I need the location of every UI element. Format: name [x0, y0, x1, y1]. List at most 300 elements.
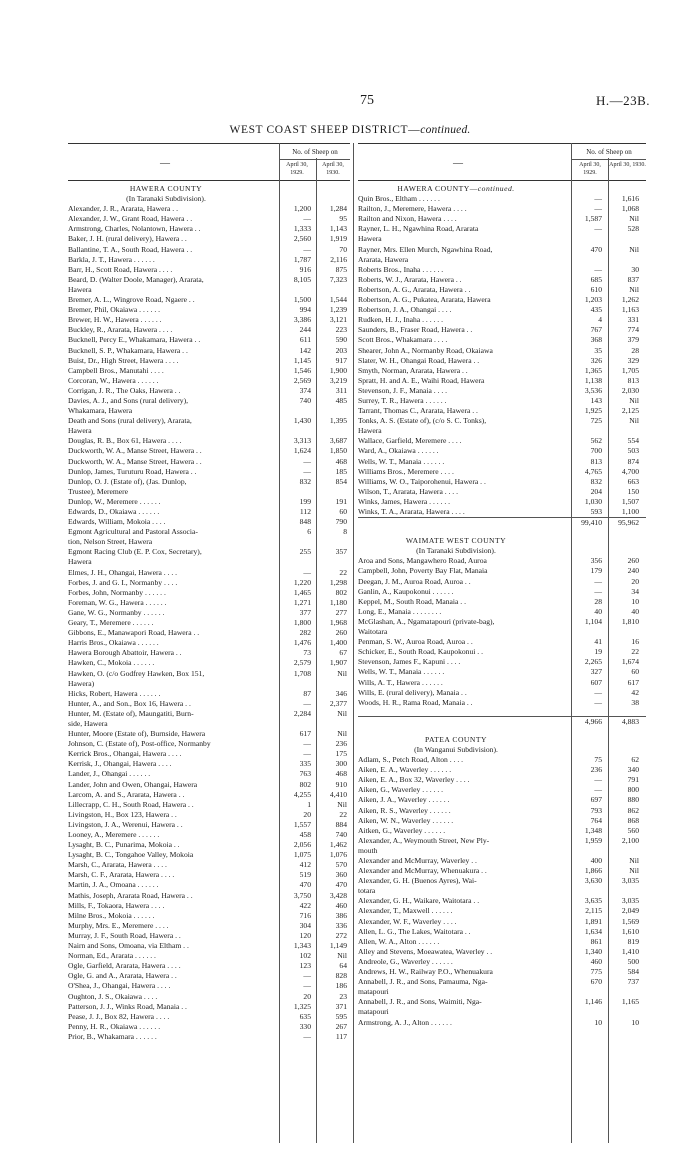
table-row — [68, 467, 350, 477]
table-row — [68, 850, 350, 860]
table-row — [68, 759, 350, 769]
count-1930: 862 — [627, 805, 639, 815]
table-row — [358, 305, 646, 315]
owner-name: Aiken, E. A., Waverley . . . . . . — [358, 765, 452, 775]
owner-name: Aiken, E. A., Box 32, Waverley . . . . — [358, 775, 470, 785]
table-row — [358, 487, 646, 497]
owner-name: Waitotara — [358, 627, 388, 637]
table-row — [358, 785, 646, 795]
owner-name: Edwards, William, Mokoia . . . . — [68, 517, 166, 527]
owner-name: Barkla, J. T., Hawera . . . . . . — [68, 254, 155, 264]
count-1930: 813 — [627, 375, 639, 385]
total-row — [358, 716, 646, 727]
count-1930: 875 — [335, 264, 347, 274]
col-1930-header: April 30, 1930. — [322, 162, 344, 176]
table-row — [68, 961, 350, 971]
count-1929: 377 — [299, 607, 311, 617]
owner-name: Dunlop, O. J. (Estate of), (Jas. Dunlop, — [68, 476, 187, 486]
count-1930: 236 — [335, 739, 347, 749]
count-1929: 607 — [590, 677, 602, 687]
owner-name: Trustee), Meremere — [68, 486, 129, 496]
owner-name: Roberts Bros., Inaha . . . . . . — [358, 264, 444, 274]
owner-name: Alexander, W. F., Waverley . . . . — [358, 916, 457, 926]
count-1929: — — [594, 586, 602, 596]
owner-name: Rayner, L. H., Ngawhina Road, Ararata — [358, 224, 479, 234]
table-row — [68, 618, 350, 628]
count-1929: 356 — [590, 556, 602, 566]
count-1929: 4,255 — [293, 789, 311, 799]
count-1929: — — [303, 244, 311, 254]
owner-name: Hawken, C., Mokoia . . . . . . — [68, 658, 155, 668]
count-1930: 331 — [627, 315, 639, 325]
count-1930: 23 — [339, 991, 347, 1001]
count-1929: 1,138 — [584, 375, 602, 385]
table-row — [68, 204, 350, 214]
count-1930: 40 — [631, 606, 639, 616]
table-row — [68, 214, 350, 224]
count-1930: 1,143 — [329, 224, 347, 234]
owner-name: Murray, J. F., South Road, Hawera . . — [68, 930, 181, 940]
count-1929: 1,787 — [293, 254, 311, 264]
table-row — [358, 577, 646, 587]
count-1929: 335 — [299, 759, 311, 769]
count-1929: 725 — [590, 416, 602, 426]
count-1930: Nil — [629, 244, 639, 254]
owner-name: Allen, L. G., The Lakes, Waitotara . . — [358, 926, 471, 936]
owner-name: Livingston, H., Box 123, Hawera . . — [68, 809, 177, 819]
count-1930: 485 — [335, 395, 347, 405]
count-1929: 916 — [299, 264, 311, 274]
count-1929: — — [303, 971, 311, 981]
count-1930: Nil — [337, 951, 347, 961]
table-row — [68, 1002, 350, 1012]
count-1930: 1,919 — [329, 234, 347, 244]
spacer — [358, 528, 646, 536]
table-row — [68, 477, 350, 487]
owner-name: Aitken, G., Waverley . . . . . . — [358, 825, 446, 835]
owner-name: Aiken, W. N., Waverley . . . . . . — [358, 815, 454, 825]
table-row — [68, 457, 350, 467]
count-1930: 1,076 — [329, 850, 347, 860]
count-1929: 3,386 — [293, 315, 311, 325]
count-1929: 813 — [590, 456, 602, 466]
count-1929: 179 — [590, 566, 602, 576]
table-row — [68, 537, 350, 547]
table-row — [358, 356, 646, 366]
owner-name: Kerrick Bros., Ohangai, Hawera . . . . — [68, 749, 182, 759]
count-1929: 2,579 — [293, 658, 311, 668]
table-row — [358, 937, 646, 947]
table-row — [68, 325, 350, 335]
count-1929: 368 — [590, 335, 602, 345]
count-1929: 1,557 — [293, 819, 311, 829]
count-1929: 1,325 — [293, 1001, 311, 1011]
owner-name: Annabell, J. R., and Sons, Waimiti, Nga- — [358, 997, 482, 1007]
count-1930: 185 — [335, 466, 347, 476]
owner-name: Rudken, H. J., Inaha . . . . . . — [358, 315, 443, 325]
count-1929: 1,145 — [293, 355, 311, 365]
count-1929: — — [594, 687, 602, 697]
table-row — [68, 356, 350, 366]
count-1930: 267 — [335, 1021, 347, 1031]
name-column-header: — — [160, 158, 170, 169]
table-row — [68, 638, 350, 648]
table-row — [358, 335, 646, 345]
owner-name: Patterson, J. J., Winks Road, Manaia . . — [68, 1001, 187, 1011]
table-row — [68, 729, 350, 739]
table-row — [358, 477, 646, 487]
table-row — [68, 648, 350, 658]
owner-name: Larcom, A. and S., Ararata, Hawera . . — [68, 789, 185, 799]
count-1930: 1,400 — [329, 638, 347, 648]
count-1930: 340 — [627, 765, 639, 775]
table-row — [358, 1007, 646, 1017]
count-1929: 685 — [590, 274, 602, 284]
spacer — [358, 708, 646, 716]
table-row — [68, 971, 350, 981]
count-1930: Nil — [337, 708, 347, 718]
count-1930: 802 — [335, 587, 347, 597]
count-1930: 1,410 — [621, 946, 639, 956]
owner-name: Barr, H., Scott Road, Hawera . . . . — [68, 264, 173, 274]
owner-name: Egmont Racing Club (E. P. Cox, Secretary), — [68, 547, 202, 557]
owner-name: Looney, A., Meremere . . . . . . — [68, 830, 160, 839]
owner-name: Hawera — [68, 426, 92, 436]
total-row — [358, 517, 646, 528]
left-table-header — [68, 143, 350, 181]
count-1930: 791 — [627, 775, 639, 785]
count-1930: 300 — [335, 759, 347, 769]
owner-name: Whakamara, Hawera — [68, 406, 133, 416]
owner-name: Dunlop, W., Meremere . . . . . . — [68, 496, 161, 506]
count-1929: 1,203 — [584, 295, 602, 305]
table-row — [358, 497, 646, 507]
owner-name: Ogle, G. and A., Ararata, Hawera . . — [68, 971, 177, 981]
count-1929: 1,075 — [293, 850, 311, 860]
count-1929: 1,030 — [584, 496, 602, 506]
owner-name: Lander, John and Owen, Ohangai, Hawera — [68, 779, 198, 789]
count-1929: 4,765 — [584, 466, 602, 476]
owner-name: Williams Bros., Meremere . . . . — [358, 466, 454, 476]
count-1930: Nil — [337, 729, 347, 739]
count-1929: 435 — [590, 305, 602, 315]
table-row — [68, 719, 350, 729]
count-1930: Nil — [629, 856, 639, 865]
count-1930: 910 — [335, 779, 347, 789]
count-1930: 60 — [631, 667, 639, 677]
count-1930: 336 — [335, 920, 347, 930]
owner-name: Elmes, J. H., Ohangai, Hawera . . . . — [68, 567, 178, 577]
owner-name: Aiken, G., Waverley . . . . . . — [358, 785, 444, 795]
count-1929: 3,635 — [584, 896, 602, 906]
owner-name: Railton and Nixon, Hawera . . . . — [358, 214, 457, 224]
count-1930: 64 — [339, 961, 347, 971]
count-1929: 199 — [299, 496, 311, 506]
owner-name: Penman, S. W., Auroa Road, Auroa . . — [358, 637, 473, 647]
count-1929: 10 — [594, 1017, 602, 1027]
count-1930: 371 — [335, 1001, 347, 1011]
count-1929: 123 — [299, 961, 311, 971]
owner-name: Hawera — [68, 284, 92, 294]
owner-name: Lysaght, B. C., Tongahoe Valley, Mokoia — [68, 850, 194, 860]
count-1929: 1,465 — [293, 587, 311, 597]
count-1929: 422 — [299, 900, 311, 910]
count-1930: 1,850 — [329, 446, 347, 456]
count-1930: 1,165 — [621, 997, 639, 1007]
count-1929: — — [594, 785, 602, 795]
count-1930: 819 — [627, 936, 639, 946]
table-row — [68, 507, 350, 517]
count-1930: 95 — [339, 214, 347, 224]
col-1929-header: April 30, 1929. — [579, 162, 601, 176]
table-row — [68, 366, 350, 376]
table-row — [358, 927, 646, 937]
owner-name: Allen, W. A., Alton . . . . . . — [358, 936, 440, 946]
count-1930: 329 — [627, 355, 639, 365]
owner-name: Alexander and McMurray, Whenuakura . . — [358, 866, 487, 876]
count-1929: 1,104 — [584, 616, 602, 626]
count-1929: 763 — [299, 769, 311, 779]
count-1930: 386 — [335, 910, 347, 920]
owner-name: Ararata, Hawera — [358, 254, 409, 264]
count-1930: 554 — [627, 436, 639, 446]
count-1929: 28 — [594, 596, 602, 606]
count-1929: 697 — [590, 795, 602, 805]
count-1930: 1,968 — [329, 618, 347, 628]
count-1930: 8 — [343, 527, 347, 537]
right-column — [358, 184, 646, 1028]
page-title — [0, 124, 700, 136]
section-heading — [358, 184, 646, 194]
table-row — [68, 830, 350, 840]
owner-name: Hawken, O. (c/o Godfrey Hawken, Box 151, — [68, 668, 205, 678]
table-row — [358, 637, 646, 647]
table-row — [358, 346, 646, 356]
count-1929: 236 — [590, 765, 602, 775]
count-1930: 1,298 — [329, 577, 347, 587]
table-row — [358, 967, 646, 977]
owner-name: Aroa and Sons, Mangawhero Road, Auroa — [358, 556, 487, 566]
count-1930: 584 — [627, 967, 639, 977]
table-row — [68, 224, 350, 234]
owner-name: Duckworth, W. A., Manse Street, Hawera . . — [68, 456, 202, 466]
count-1930: 468 — [335, 456, 347, 466]
owner-name: Milne Bros., Mokoia . . . . . . — [68, 910, 155, 920]
table-row — [358, 997, 646, 1007]
table-row — [68, 901, 350, 911]
count-1929: 767 — [590, 325, 602, 335]
count-1930: 468 — [335, 769, 347, 779]
count-1929: 700 — [590, 446, 602, 456]
count-1930: 2,116 — [330, 254, 347, 264]
count-1930: 737 — [627, 977, 639, 987]
count-1930: 2,030 — [621, 385, 639, 395]
table-row — [68, 608, 350, 618]
count-1929: 3,750 — [293, 890, 311, 900]
sheep-count-header: No. of Sheep on — [572, 146, 646, 160]
table-row — [68, 769, 350, 779]
owner-name: Death and Sons (rural delivery), Ararata, — [68, 416, 192, 426]
table-row — [358, 826, 646, 836]
owner-name: O'Shea, J., Ohangai, Hawera . . . . — [68, 981, 171, 991]
table-row — [358, 245, 646, 255]
count-1929: 2,265 — [584, 657, 602, 667]
count-1930: 186 — [335, 981, 347, 991]
owner-name: Mathis, Joseph, Ararata Road, Hawera . . — [68, 890, 193, 900]
count-1929: 2,056 — [293, 840, 311, 850]
owner-name: Wills, A. T., Hawera . . . . . . — [358, 677, 443, 687]
table-row — [358, 325, 646, 335]
owner-name: Kerrisk, J., Ohangai, Hawera . . . . — [68, 759, 172, 769]
table-row — [358, 224, 646, 234]
count-1929: 593 — [590, 507, 602, 516]
count-1930: 203 — [335, 345, 347, 355]
owner-name: Slater, W. H., Ohangai Road, Hawera . . — [358, 355, 480, 365]
count-1929: — — [303, 749, 311, 759]
count-1930: 260 — [627, 556, 639, 566]
count-1929: 1,340 — [584, 946, 602, 956]
count-1930: 117 — [335, 1031, 347, 1041]
owner-name: Mills, F., Tokaora, Hawera . . . . — [68, 900, 165, 910]
count-1930: 3,035 — [621, 876, 639, 886]
count-1930: 1,100 — [621, 507, 639, 516]
owner-name: Hawera — [358, 234, 382, 244]
count-1930: 874 — [627, 456, 639, 466]
table-row — [358, 896, 646, 906]
table-row — [68, 1022, 350, 1032]
count-1929: 120 — [299, 930, 311, 940]
count-1929: 204 — [590, 486, 602, 496]
owner-name: Campbell Bros., Manutahi . . . . — [68, 365, 164, 375]
count-1930: 60 — [339, 507, 347, 516]
owner-name: Baker, J. H. (rural delivery), Hawera . . — [68, 234, 187, 244]
table-row — [68, 992, 350, 1002]
owner-name: Wells, W. T., Manaia . . . . . . — [358, 667, 445, 677]
count-1930: 800 — [627, 785, 639, 795]
owner-name: Gibbons, E., Manawapori Road, Hawera . . — [68, 628, 200, 638]
owner-name: Ward, A., Okaiawa . . . . . . — [358, 446, 439, 456]
owner-name: Nairn and Sons, Omoana, via Eltham . . — [68, 941, 189, 951]
count-1929: 635 — [299, 1011, 311, 1021]
owner-name: Hicks, Robert, Hawera . . . . . . — [68, 688, 161, 698]
count-1929: 20 — [303, 809, 311, 819]
count-1930: 311 — [335, 385, 347, 395]
table-row — [68, 840, 350, 850]
section-heading — [68, 184, 350, 194]
count-1930: 790 — [335, 517, 347, 527]
count-1929: 1,624 — [293, 446, 311, 456]
count-1930: 67 — [339, 648, 347, 658]
count-1930: 38 — [631, 697, 639, 707]
count-1929: 2,569 — [293, 375, 311, 385]
owner-name: totara — [358, 886, 376, 896]
table-row — [68, 527, 350, 537]
count-1930: 460 — [335, 900, 347, 910]
count-1930: 7,323 — [329, 274, 347, 284]
count-1930: 1,163 — [621, 305, 639, 315]
table-row — [358, 607, 646, 617]
count-1929: 35 — [594, 345, 602, 355]
owner-name: Gane, W. G., Normanby . . . . . . — [68, 607, 165, 617]
count-1930: 34 — [631, 586, 639, 596]
table-row — [358, 315, 646, 325]
count-1929: 1,959 — [584, 835, 602, 845]
table-row — [358, 457, 646, 467]
rule — [353, 143, 354, 1143]
table-row — [68, 426, 350, 436]
count-1930: Nil — [629, 284, 639, 294]
count-1930: 240 — [627, 566, 639, 576]
owner-name: Roberts, W. J., Ararata, Hawera . . — [358, 274, 462, 284]
count-1929: 112 — [299, 507, 311, 516]
owner-name: Norman, Ed., Ararata . . . . . . — [68, 951, 156, 961]
table-row — [358, 467, 646, 477]
count-1930: 4,883 — [621, 716, 639, 726]
count-1929: 1,333 — [293, 224, 311, 234]
owner-name: Penny, H. R., Okaiawa . . . . . . — [68, 1021, 161, 1031]
owner-name: Wills, E. (rural delivery), Manaia . . — [358, 687, 467, 697]
table-row — [358, 876, 646, 886]
table-row — [358, 366, 646, 376]
count-1929: 255 — [299, 547, 311, 557]
table-row — [68, 921, 350, 931]
section-heading — [358, 735, 646, 745]
count-1929: 330 — [299, 1021, 311, 1031]
count-1929: 832 — [590, 476, 602, 486]
count-1929: 282 — [299, 628, 311, 638]
count-1930: 28 — [631, 345, 639, 355]
count-1930: 175 — [335, 749, 347, 759]
count-1929: — — [303, 456, 311, 466]
owner-name: Edwards, D., Okaiawa . . . . . . — [68, 507, 160, 516]
owner-name: Corrigan, J. R., The Oaks, Hawera . . — [68, 385, 181, 395]
owner-name: Saunders, B., Fraser Road, Hawera . . — [358, 325, 473, 335]
owner-name: Wells, W. T., Manaia . . . . . . — [358, 456, 445, 466]
table-row — [68, 568, 350, 578]
owner-name: Ballantine, T. A., South Road, Hawera . . — [68, 244, 193, 254]
owner-name: Aiken, J. A., Waverley . . . . . . — [358, 795, 450, 805]
table-row — [358, 755, 646, 765]
count-1930: 2,100 — [621, 835, 639, 845]
count-1929: — — [594, 576, 602, 586]
owner-name: mouth — [358, 845, 378, 855]
owner-name: Stevenson, James F., Kapuni . . . . — [358, 657, 461, 667]
count-1930: 1,149 — [329, 941, 347, 951]
table-row — [68, 870, 350, 880]
owner-name: Murphy, Mrs. E., Meremere . . . . — [68, 920, 169, 930]
count-1930: Nil — [629, 416, 639, 426]
count-1929: 460 — [590, 956, 602, 966]
owner-name: Robertson, A. G., Ararata, Hawera . . — [358, 284, 471, 294]
count-1930: 837 — [627, 274, 639, 284]
count-1930: 500 — [627, 956, 639, 966]
table-row — [68, 265, 350, 275]
table-row — [358, 214, 646, 224]
table-row — [68, 588, 350, 598]
count-1929: 832 — [299, 476, 311, 486]
owner-name: Schicker, E., South Road, Kaupokonui . . — [358, 647, 483, 657]
count-1929: — — [594, 204, 602, 214]
table-row — [358, 426, 646, 436]
count-1930: 1,610 — [621, 926, 639, 936]
count-1929: 994 — [299, 305, 311, 315]
owner-name: Alexander, T., Maxwell . . . . . . — [358, 906, 453, 916]
table-row — [68, 800, 350, 810]
count-1930: 917 — [335, 355, 347, 365]
table-row — [358, 194, 646, 204]
count-1930: 22 — [631, 647, 639, 657]
section-subheading — [358, 745, 646, 755]
